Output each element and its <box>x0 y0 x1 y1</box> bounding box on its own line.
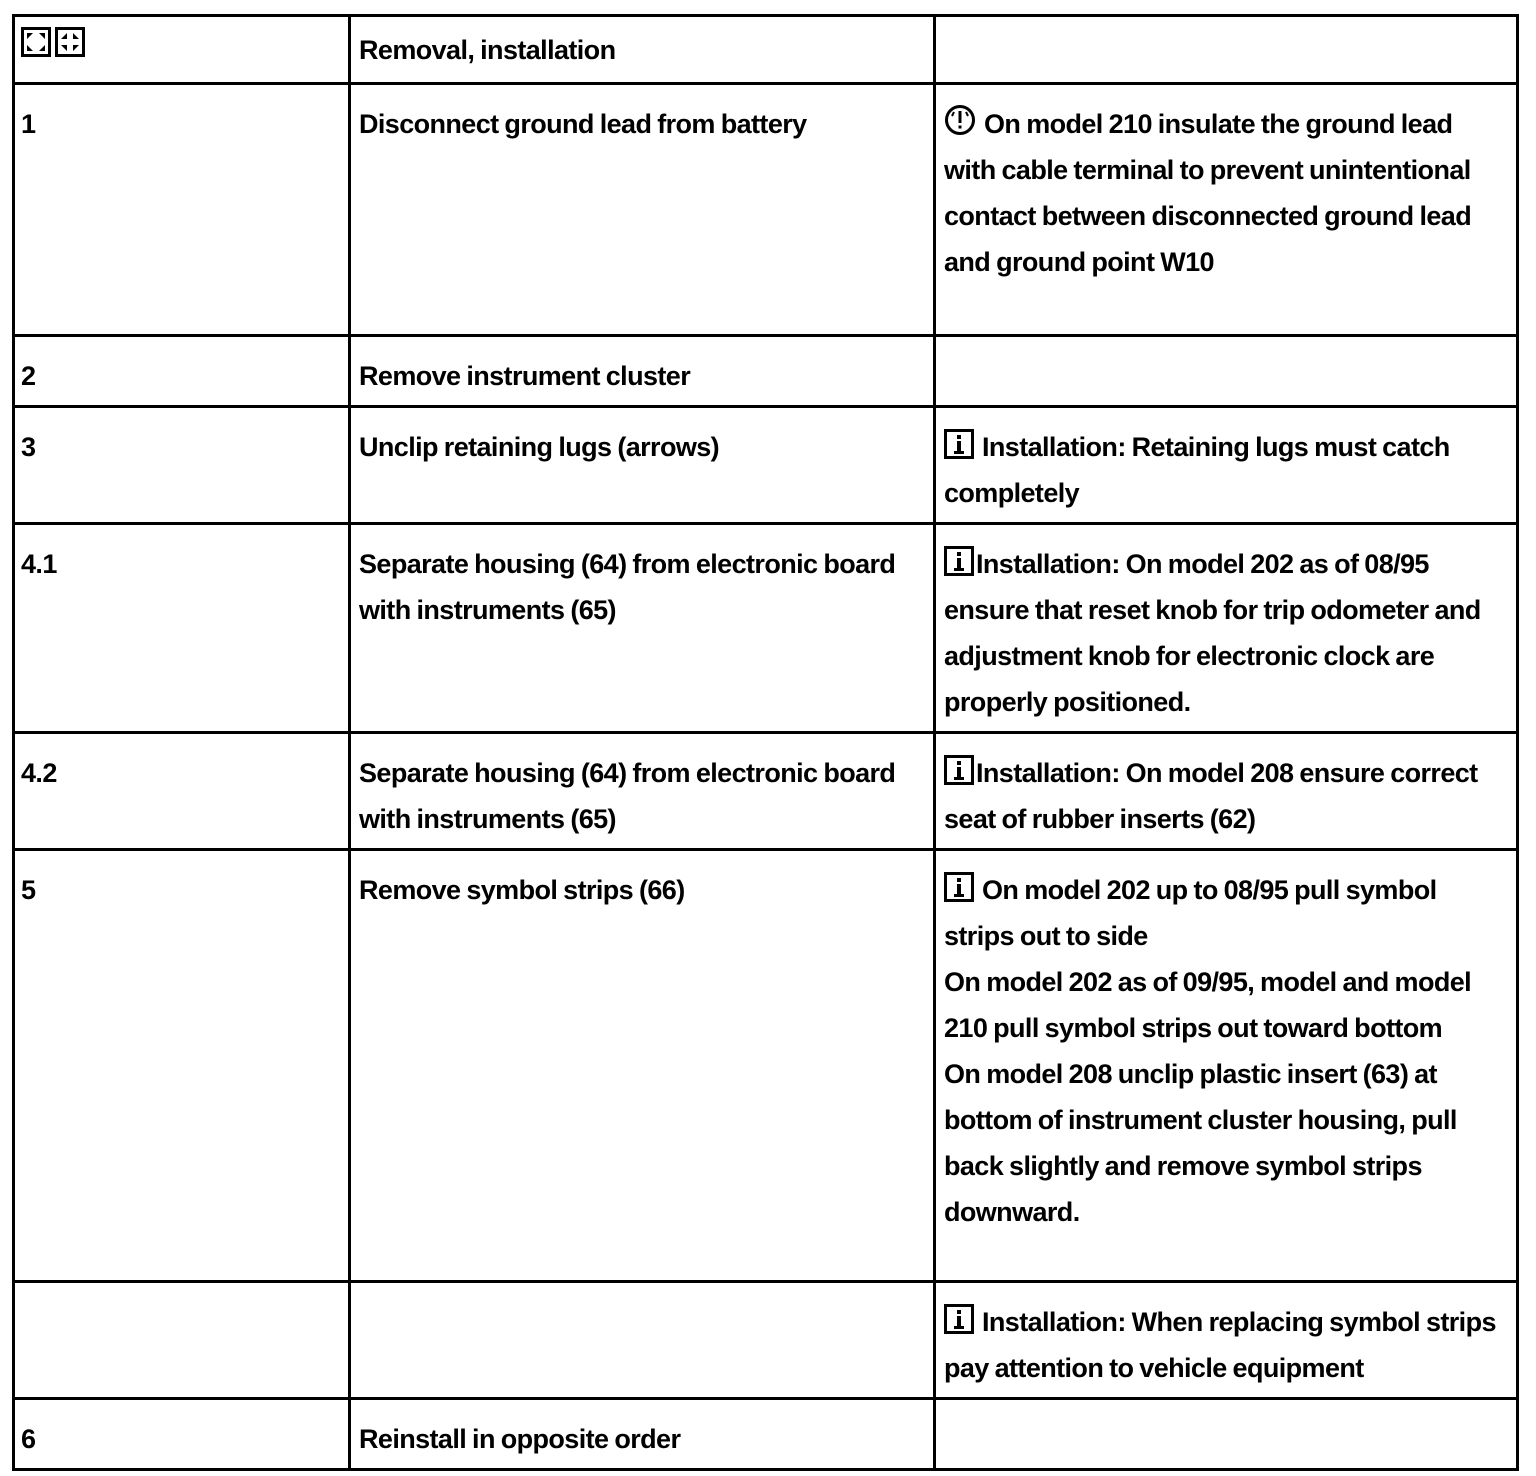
note-text: Installation: Retaining lugs must catch completely <box>944 432 1450 508</box>
table-row <box>14 1282 1518 1399</box>
step-action: Reinstall in opposite order <box>350 1399 935 1470</box>
header-icon-cell <box>14 16 350 84</box>
table-row <box>14 84 1518 336</box>
header-title: Removal, installation <box>350 16 935 84</box>
table-row <box>14 733 1518 850</box>
step-action: Remove symbol strips (66) <box>350 850 935 1282</box>
step-number: 1 <box>14 84 350 336</box>
step-action: Remove instrument cluster <box>350 336 935 407</box>
info-icon <box>944 1304 974 1334</box>
table-header-row <box>14 16 1518 84</box>
step-note <box>935 524 1518 733</box>
info-icon <box>944 755 974 785</box>
step-number: 4.1 <box>14 524 350 733</box>
table-row <box>14 1399 1518 1470</box>
procedure-sheet <box>12 14 1516 1471</box>
info-icon <box>944 546 974 576</box>
step-note <box>935 1282 1518 1399</box>
step-note <box>935 1399 1518 1470</box>
expand-icon <box>21 27 51 57</box>
note-line <box>944 867 1508 959</box>
table-row <box>14 336 1518 407</box>
info-icon <box>944 872 974 902</box>
step-action: Separate housing (64) from electronic board with instruments (65) <box>350 524 935 733</box>
table-row <box>14 850 1518 1282</box>
note-line: On model 208 unclip plastic insert (63) at bottom of instrument cluster housing, pull back slightly and remove symbol strips downward. <box>944 1059 1457 1227</box>
note-text: On model 202 up to 08/95 pull symbol strips out to side <box>944 875 1437 951</box>
step-number: 6 <box>14 1399 350 1470</box>
note-text: Installation: On model 202 as of 08/95 ensure that reset knob for trip odometer and adjustment knob for electronic clock are properly positioned. <box>944 549 1481 717</box>
step-note <box>935 336 1518 407</box>
step-number: 3 <box>14 407 350 524</box>
header-notes <box>935 16 1518 84</box>
step-note <box>935 84 1518 336</box>
step-number <box>14 1282 350 1399</box>
step-action: Separate housing (64) from electronic board with instruments (65) <box>350 733 935 850</box>
collapse-icon <box>55 27 85 57</box>
header-icons <box>21 27 340 57</box>
note-line: On model 202 as of 09/95, model and model 210 pull symbol strips out toward bottom <box>944 967 1472 1043</box>
step-action <box>350 1282 935 1399</box>
caution-icon <box>944 104 976 136</box>
note-text: Installation: When replacing symbol strips pay attention to vehicle equipment <box>944 1307 1496 1383</box>
step-number: 2 <box>14 336 350 407</box>
step-number: 4.2 <box>14 733 350 850</box>
info-icon <box>944 429 974 459</box>
step-action: Disconnect ground lead from battery <box>350 84 935 336</box>
procedure-table <box>12 14 1519 1471</box>
step-note <box>935 850 1518 1282</box>
step-note <box>935 407 1518 524</box>
note-text: Installation: On model 208 ensure correct seat of rubber inserts (62) <box>944 758 1478 834</box>
step-action: Unclip retaining lugs (arrows) <box>350 407 935 524</box>
step-note <box>935 733 1518 850</box>
note-text: On model 210 insulate the ground lead with cable terminal to prevent unintentional contact between disconnected ground lead and ground point W10 <box>944 109 1472 277</box>
table-row <box>14 407 1518 524</box>
table-row <box>14 524 1518 733</box>
step-number: 5 <box>14 850 350 1282</box>
